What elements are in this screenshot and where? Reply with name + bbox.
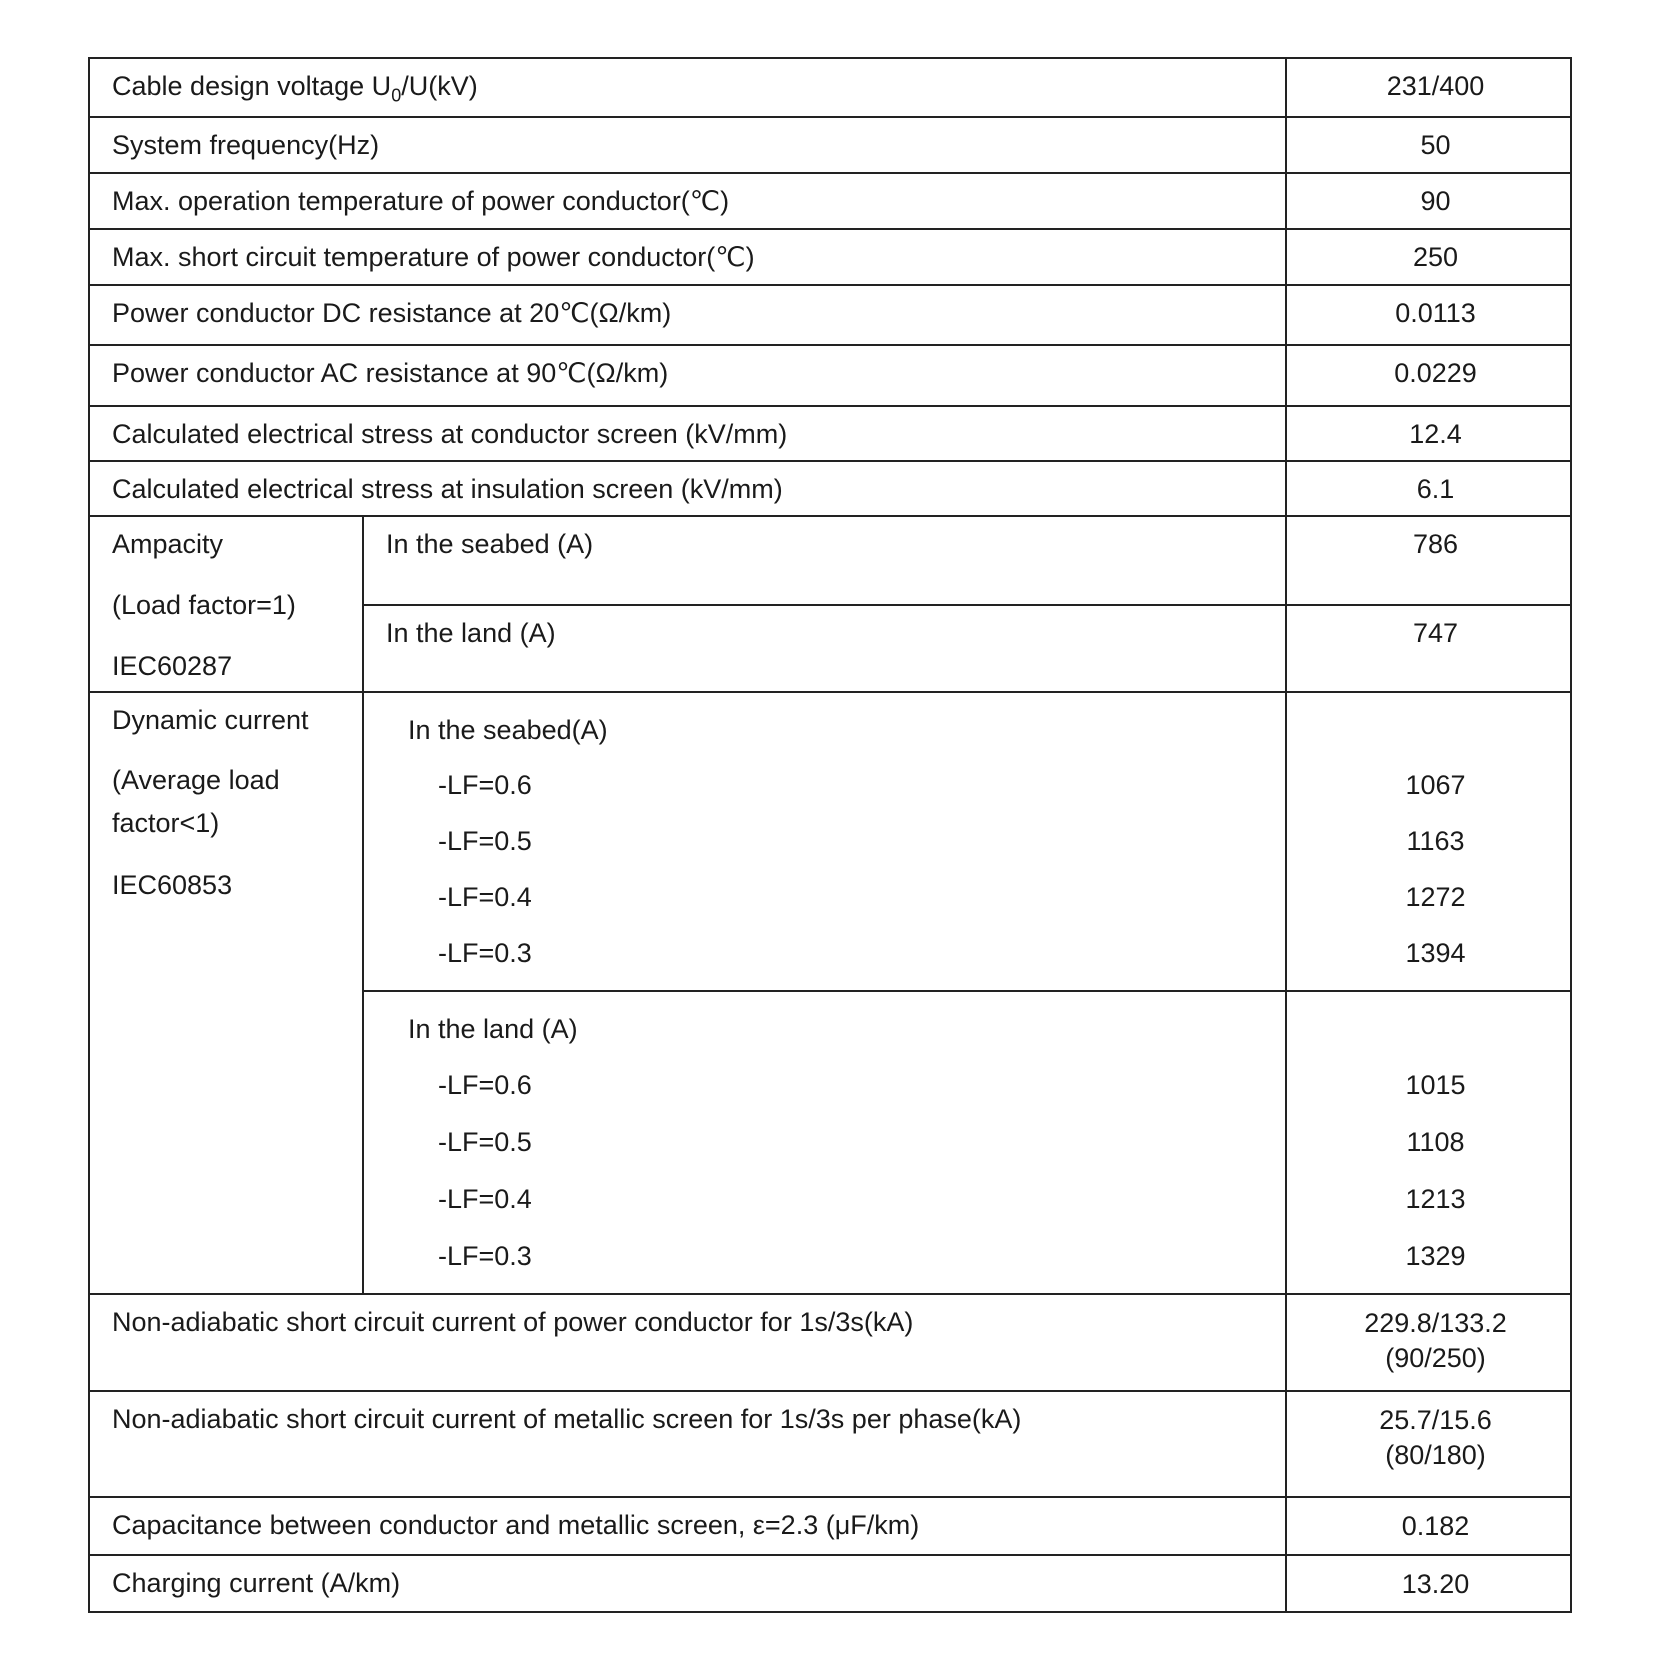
row-value: 231/400 bbox=[1286, 58, 1571, 117]
dynamic-land-labels bbox=[363, 991, 1286, 1294]
lf-value: 1067 bbox=[1405, 770, 1466, 801]
lf-value: 1163 bbox=[1406, 826, 1465, 857]
value-line: (80/180) bbox=[1385, 1440, 1486, 1471]
table-row bbox=[89, 58, 1571, 117]
row-value: 12.4 bbox=[1286, 406, 1571, 461]
label-text: Cable design voltage U bbox=[112, 71, 392, 101]
block-spacer bbox=[1309, 1003, 1562, 1057]
row-label-ac-resistance: Power conductor AC resistance at 90℃(Ω/km) bbox=[89, 345, 1286, 406]
label-subscript: 0 bbox=[391, 85, 402, 106]
lf-label: -LF=0.4 bbox=[438, 882, 532, 913]
lf-label: -LF=0.5 bbox=[438, 1126, 532, 1157]
table-row bbox=[89, 117, 1571, 173]
group-line: factor<1) bbox=[112, 807, 220, 838]
table-row-ampacity-seabed bbox=[89, 516, 1571, 605]
row-value bbox=[1286, 1294, 1571, 1391]
table-row bbox=[89, 406, 1571, 461]
group-line: (Average load bbox=[112, 765, 280, 795]
table-row bbox=[89, 1294, 1571, 1391]
group-line: (Load factor=1) bbox=[112, 589, 296, 620]
table-row-dynamic-seabed bbox=[89, 692, 1571, 991]
row-value: 50 bbox=[1286, 117, 1571, 173]
lf-label: -LF=0.6 bbox=[438, 1069, 532, 1100]
table-row bbox=[89, 1497, 1571, 1555]
lf-value: 1213 bbox=[1405, 1183, 1466, 1214]
row-value bbox=[1286, 1391, 1571, 1497]
lf-value: 1272 bbox=[1405, 882, 1466, 913]
block-header: In the seabed(A) bbox=[408, 715, 608, 746]
row-label-charging-current: Charging current (A/km) bbox=[89, 1555, 1286, 1612]
lf-label: -LF=0.5 bbox=[438, 826, 532, 857]
row-value bbox=[1286, 1497, 1571, 1555]
group-line: IEC60287 bbox=[112, 650, 233, 681]
lf-label: -LF=0.4 bbox=[438, 1183, 532, 1214]
table-row bbox=[89, 285, 1571, 345]
row-label-non-adiabatic-power-conductor: Non-adiabatic short circuit current of power conductor for 1s/3s(kA) bbox=[89, 1294, 1286, 1391]
value-line: (90/250) bbox=[1385, 1343, 1486, 1374]
row-label-dc-resistance: Power conductor DC resistance at 20℃(Ω/km) bbox=[89, 285, 1286, 345]
cable-spec-table bbox=[88, 57, 1572, 1613]
block-spacer bbox=[1309, 704, 1562, 758]
row-value bbox=[1286, 1555, 1571, 1612]
lf-value: 1108 bbox=[1406, 1126, 1465, 1157]
row-label-ampacity-land: In the land (A) bbox=[363, 605, 1286, 692]
row-value: 747 bbox=[1286, 605, 1571, 692]
row-label-system-frequency: System frequency(Hz) bbox=[89, 117, 1286, 173]
label-text: /U(kV) bbox=[401, 71, 478, 101]
group-line: IEC60853 bbox=[112, 869, 233, 900]
row-label-max-short-circuit-temperature: Max. short circuit temperature of power conductor(℃) bbox=[89, 229, 1286, 285]
row-label-ampacity-seabed: In the seabed (A) bbox=[363, 516, 1286, 605]
table-row bbox=[89, 1555, 1571, 1612]
row-value: 0.0229 bbox=[1286, 345, 1571, 406]
lf-value: 1015 bbox=[1405, 1069, 1466, 1100]
row-value: 0.0113 bbox=[1286, 285, 1571, 345]
value-line: 0.182 bbox=[1401, 1511, 1470, 1542]
lf-label: -LF=0.6 bbox=[438, 770, 532, 801]
value-line: 229.8/133.2 bbox=[1364, 1308, 1507, 1339]
row-value: 250 bbox=[1286, 229, 1571, 285]
group-label-dynamic-current bbox=[89, 692, 363, 1294]
block-header: In the land (A) bbox=[408, 1014, 578, 1045]
lf-label: -LF=0.3 bbox=[438, 1240, 532, 1271]
table-row bbox=[89, 1391, 1571, 1497]
row-label-max-operation-temperature: Max. operation temperature of power conductor(℃) bbox=[89, 173, 1286, 229]
lf-label: -LF=0.3 bbox=[438, 938, 532, 969]
value-line: 13.20 bbox=[1401, 1569, 1470, 1600]
group-line: Ampacity bbox=[112, 529, 224, 559]
row-value: 786 bbox=[1286, 516, 1571, 605]
lf-value: 1394 bbox=[1405, 938, 1466, 969]
row-label-stress-insulation-screen: Calculated electrical stress at insulation screen (kV/mm) bbox=[89, 461, 1286, 516]
group-line: Dynamic current bbox=[112, 705, 309, 736]
row-label-stress-conductor-screen: Calculated electrical stress at conductor screen (kV/mm) bbox=[89, 406, 1286, 461]
value-line: 25.7/15.6 bbox=[1379, 1405, 1492, 1436]
row-label-cable-design-voltage bbox=[89, 58, 1286, 117]
table-row bbox=[89, 173, 1571, 229]
row-label-non-adiabatic-metallic-screen: Non-adiabatic short circuit current of metallic screen for 1s/3s per phase(kA) bbox=[89, 1391, 1286, 1497]
dynamic-seabed-values bbox=[1286, 692, 1571, 991]
row-value: 90 bbox=[1286, 173, 1571, 229]
table-row bbox=[89, 461, 1571, 516]
table-row bbox=[89, 229, 1571, 285]
row-value: 6.1 bbox=[1286, 461, 1571, 516]
lf-value: 1329 bbox=[1405, 1240, 1466, 1271]
cable-spec-table-wrap bbox=[88, 57, 1572, 1613]
dynamic-seabed-labels bbox=[363, 692, 1286, 991]
group-label-ampacity bbox=[89, 516, 363, 692]
row-label-capacitance: Capacitance between conductor and metallic screen, ε=2.3 (μF/km) bbox=[89, 1497, 1286, 1555]
dynamic-land-values bbox=[1286, 991, 1571, 1294]
table-row bbox=[89, 345, 1571, 406]
